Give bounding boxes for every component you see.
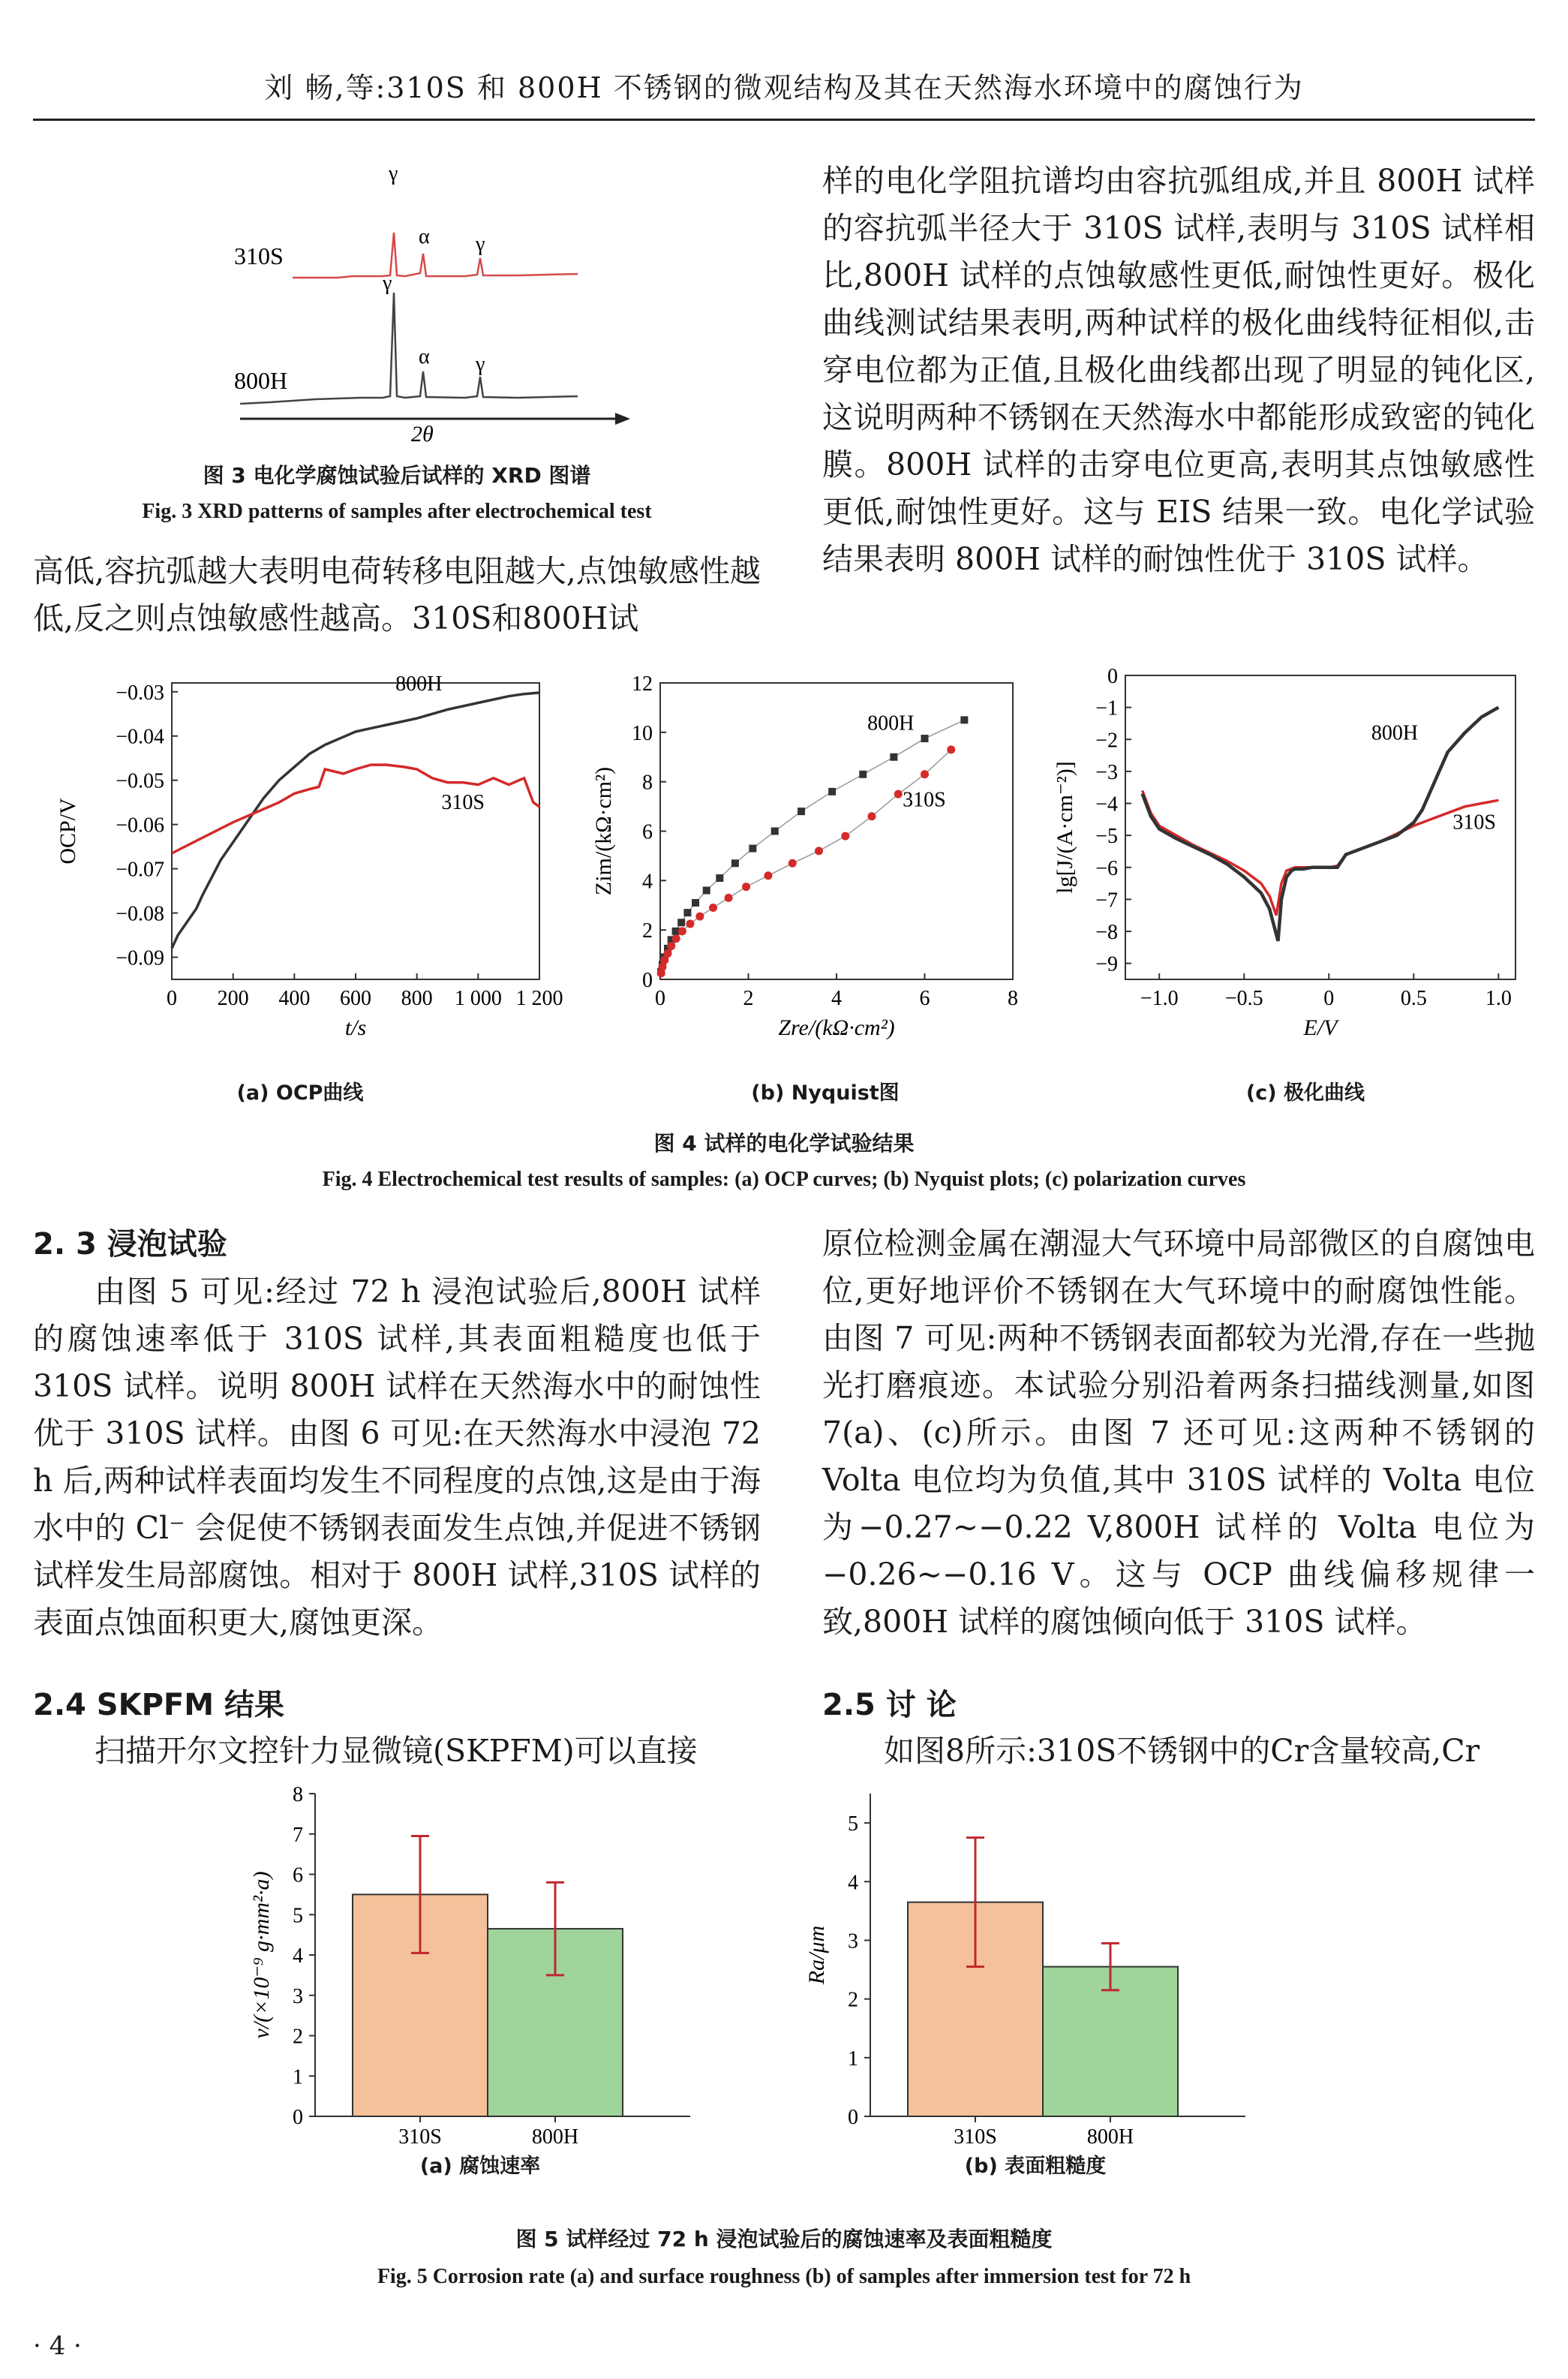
y-tick-label: −7 — [1095, 889, 1118, 913]
x-tick-label: 800H — [1086, 2125, 1134, 2149]
x-tick-label: 0 — [167, 987, 177, 1010]
x-tick-label: 600 — [340, 987, 371, 1010]
polarization-chart — [1047, 665, 1542, 1058]
polarization-legend-800H: 800H — [1371, 721, 1419, 745]
y-tick-label: −9 — [1095, 952, 1118, 976]
x-tick-label: 1.0 — [1485, 987, 1512, 1010]
plot-frame — [172, 683, 539, 979]
x-tick-label: 0 — [1323, 987, 1335, 1010]
x-tick-label: 0 — [655, 987, 665, 1010]
fig4-caption-en: Fig. 4 Electrochemical test results of samples: (a) OCP curves; (b) Nyquist plots; (c) polarization curves — [322, 1168, 1246, 1191]
x-tick-label: 400 — [278, 987, 311, 1010]
fig5-caption-cn: 图 5 试样经过 72 h 浸泡试验后的腐蚀速率及表面粗糙度 — [515, 2227, 1053, 2251]
nyquist-point-310S — [764, 871, 772, 880]
y-tick-label: −3 — [1095, 760, 1118, 784]
nyquist-point-310S — [709, 904, 717, 912]
plot-frame — [660, 683, 1013, 979]
y-tick-label: 2 — [293, 2025, 303, 2049]
y-tick-label: −0.04 — [116, 725, 164, 749]
fig5-sub-b: (b) 表面粗糙度 — [964, 2155, 1107, 2178]
y-tick-label: 8 — [293, 1783, 303, 1806]
page-number: · 4 · — [33, 2331, 82, 2361]
xrd-peak-label: α — [419, 225, 430, 248]
nyquist-point-800H — [677, 919, 685, 926]
fig4-sub-b: (b) Nyquist图 — [751, 1081, 900, 1105]
header-rule — [33, 119, 1535, 121]
section-2-4-paragraph: 扫描开尔文控针力显微镜(SKPFM)可以直接 — [95, 1733, 698, 1769]
fig4-sub-a: (a) OCP曲线 — [236, 1081, 364, 1105]
x-axis-label: Zre/(kΩ·cm²) — [778, 1015, 895, 1040]
fig5-caption-en: Fig. 5 Corrosion rate (a) and surface roughness (b) of samples after immersion test for 72 h — [377, 2265, 1191, 2288]
xrd-figure — [225, 158, 645, 447]
fig5-sub-a: (a) 腐蚀速率 — [419, 2155, 541, 2178]
y-tick-label: −8 — [1095, 921, 1118, 945]
x-axis-label: t/s — [344, 1015, 367, 1040]
nyquist-point-800H — [828, 788, 836, 796]
nyquist-point-310S — [841, 832, 849, 841]
x-tick-label: 6 — [919, 987, 930, 1010]
y-tick-label: 1 — [293, 2065, 303, 2089]
x-tick-label: 800 — [401, 987, 433, 1010]
section-2-5-heading: 2.5 讨 论 — [822, 1688, 957, 1722]
y-tick-label: −0.08 — [116, 902, 164, 926]
fig3-caption-cn: 图 3 电化学腐蚀试验后试样的 XRD 图谱 — [203, 463, 591, 488]
nyquist-point-310S — [725, 894, 733, 902]
nyquist-point-310S — [868, 812, 876, 820]
x-tick-label: 310S — [954, 2125, 997, 2149]
ocp-legend-800H: 800H — [395, 672, 443, 696]
x-tick-label: 1 200 — [515, 987, 563, 1010]
nyquist-point-310S — [921, 770, 929, 778]
nyquist-point-310S — [789, 859, 797, 868]
x-tick-label: 4 — [831, 987, 842, 1010]
y-tick-label: 1 — [848, 2047, 858, 2071]
y-tick-label: −0.05 — [116, 769, 164, 793]
nyquist-point-310S — [815, 847, 823, 855]
nyquist-chart — [585, 668, 1050, 1058]
nyquist-point-310S — [672, 934, 680, 943]
x-tick-label: 1 000 — [454, 987, 502, 1010]
x-tick-label: 8 — [1008, 987, 1018, 1010]
y-tick-label: −0.03 — [116, 681, 164, 705]
roughness-chart — [780, 1779, 1290, 2154]
fig3-caption-en: Fig. 3 XRD patterns of samples after electrochemical test — [142, 500, 652, 523]
x-tick-label: 800H — [531, 2125, 579, 2149]
y-tick-label: −5 — [1095, 825, 1118, 849]
y-axis-label: OCP/V — [56, 798, 80, 865]
y-tick-label: 0 — [848, 2106, 858, 2129]
nyquist-point-800H — [859, 771, 867, 778]
right-paragraph-2: 原位检测金属在潮湿大气环境中局部微区的自腐蚀电位,更好地评价不锈钢在大气环境中的耐腐蚀性能。由图 7 可见:两种不锈钢表面都较为光滑,存在一些抛光打磨痕迹。本试验分别沿着两条扫描线测量,如图 7(a)、(c)所示。由图 7 还可见:这两种不锈钢的 Volta 电位均为负值,其中 310S 试样的 Volta 电位为−0.27~−0.22 V,800H 试样的 Volta 电位为−0.26~−0.16 V。这与 OCP 曲线偏移规律一致,800H 试样的腐蚀倾向低于 310S 试样。 — [822, 1226, 1535, 1640]
y-tick-label: 4 — [293, 1944, 303, 1968]
xrd-label-310S: 310S — [234, 242, 284, 269]
section-2-5-paragraph: 如图8所示:310S不锈钢中的Cr含量较高,Cr — [884, 1733, 1480, 1769]
y-tick-label: −0.06 — [116, 814, 164, 838]
section-2-4-heading: 2.4 SKPFM 结果 — [33, 1688, 284, 1722]
y-tick-label: 4 — [848, 1871, 858, 1895]
x-tick-label: −1.0 — [1140, 987, 1179, 1010]
nyquist-point-800H — [683, 909, 691, 916]
left-paragraph-1: 高低,容抗弧越大表明电荷转移电阻越大,点蚀敏感性越低,反之则点蚀敏感性越高。310S和800H试 — [33, 553, 761, 636]
y-axis-label: lg[J/(A·cm⁻²)] — [1053, 761, 1077, 894]
y-tick-label: 0 — [642, 969, 653, 992]
xrd-peak-label: γ — [383, 272, 392, 295]
ocp-series-800H — [172, 693, 539, 949]
y-tick-label: 0 — [293, 2106, 303, 2129]
nyquist-point-800H — [798, 808, 805, 815]
nyquist-point-800H — [692, 899, 699, 907]
nyquist-point-800H — [703, 887, 710, 895]
nyquist-point-800H — [890, 753, 897, 761]
nyquist-point-310S — [742, 883, 750, 891]
y-tick-label: 2 — [848, 1988, 858, 2012]
fig4-caption-cn: 图 4 试样的电化学试验结果 — [653, 1131, 915, 1156]
fig4-sub-c: (c) 极化曲线 — [1245, 1081, 1365, 1105]
xrd-peak-label: γ — [476, 353, 485, 376]
y-tick-label: −0.09 — [116, 946, 164, 970]
nyquist-legend-800H: 800H — [867, 711, 915, 735]
y-tick-label: 6 — [642, 820, 653, 844]
xrd-800H-trace — [240, 293, 578, 404]
y-axis-label: v/(×10⁻⁹ g·mm²·a) — [249, 1871, 274, 2039]
polarization-legend-310S: 310S — [1452, 811, 1496, 835]
polarization-series-310S — [1143, 791, 1499, 916]
y-tick-label: −4 — [1095, 792, 1118, 817]
y-tick-label: 3 — [293, 1984, 303, 2008]
nyquist-point-800H — [921, 735, 929, 742]
xrd-310S-trace — [293, 233, 578, 278]
x-tick-label: −0.5 — [1224, 987, 1263, 1010]
xrd-peak-label: γ — [389, 162, 398, 185]
y-axis-label: Ra/μm — [804, 1925, 829, 1985]
x-tick-label: 2 — [743, 987, 754, 1010]
nyquist-point-310S — [663, 949, 671, 958]
xrd-label-800H: 800H — [234, 367, 288, 394]
y-tick-label: 12 — [632, 672, 653, 696]
xrd-peak-label: γ — [476, 233, 485, 256]
running-header: 刘 畅,等:310S 和 800H 不锈钢的微观结构及其在天然海水环境中的腐蚀行为 — [264, 71, 1304, 104]
y-tick-label: −6 — [1095, 856, 1118, 880]
section-2-3-heading: 2. 3 浸泡试验 — [33, 1227, 227, 1262]
y-tick-label: 3 — [848, 1929, 858, 1953]
y-tick-label: 0 — [1107, 665, 1118, 688]
nyquist-point-310S — [678, 927, 686, 935]
xrd-axis-arrow — [615, 413, 630, 425]
y-tick-label: −1 — [1095, 696, 1118, 720]
xrd-xlabel: 2θ — [411, 422, 434, 447]
y-axis-label: Zim/(kΩ·cm²) — [591, 766, 616, 896]
nyquist-point-310S — [686, 919, 694, 928]
nyquist-line-310S — [661, 750, 951, 973]
x-tick-label: 0.5 — [1400, 987, 1427, 1010]
nyquist-point-800H — [716, 874, 723, 882]
y-tick-label: 4 — [642, 870, 653, 894]
nyquist-legend-310S: 310S — [903, 788, 946, 812]
y-tick-label: 5 — [293, 1904, 303, 1928]
x-axis-label: E/V — [1303, 1015, 1338, 1040]
nyquist-point-800H — [771, 828, 779, 835]
nyquist-point-800H — [749, 845, 756, 853]
x-tick-label: 200 — [217, 987, 249, 1010]
y-tick-label: 5 — [848, 1812, 858, 1836]
right-paragraph-1: 样的电化学阻抗谱均由容抗弧组成,并且 800H 试样的容抗弧半径大于 310S 试样,表明与 310S 试样相比,800H 试样的点蚀敏感性更低,耐蚀性更好。极化曲线测试结果表明,两种试样的极化曲线特征相似,击穿电位都为正值,且极化曲线都出现了明显的钝化区,这说明两种不锈钢在天然海水中都能形成致密的钝化膜。800H 试样的击穿电位更高,表明其点蚀敏感性更低,耐蚀性更好。这与 EIS 结果一致。电化学试验结果表明 800H 试样的耐蚀性优于 310S 试样。 — [822, 163, 1535, 577]
section-2-3-paragraph: 由图 5 可见:经过 72 h 浸泡试验后,800H 试样的腐蚀速率低于 310S 试样,其表面粗糙度也低于 310S 试样。说明 800H 试样在天然海水中的耐蚀性优于 310S 试样。由图 6 可见:在天然海水中浸泡 72 h 后,两种试样表面均发生不同程度的点蚀,这是由于海水中的 Cl⁻ 会促使不锈钢表面发生点蚀,并促进不锈钢试样发生局部腐蚀。相对于 800H 试样,310S 试样的表面点蚀面积更大,腐蚀更深。 — [33, 1274, 761, 1641]
corrosion-rate-chart — [225, 1779, 735, 2154]
nyquist-point-310S — [947, 745, 955, 753]
nyquist-point-310S — [667, 942, 675, 950]
y-tick-label: 6 — [293, 1863, 303, 1887]
y-tick-label: 2 — [642, 919, 653, 943]
nyquist-line-800H — [661, 720, 964, 972]
nyquist-point-310S — [695, 913, 704, 921]
y-tick-label: −0.07 — [116, 858, 164, 882]
nyquist-point-800H — [960, 716, 968, 723]
y-tick-label: 8 — [642, 771, 653, 795]
y-tick-label: 7 — [293, 1823, 303, 1847]
ocp-chart — [33, 668, 563, 1058]
nyquist-point-310S — [894, 790, 903, 799]
polarization-series-800H — [1143, 708, 1499, 941]
xrd-peak-label: α — [419, 345, 430, 368]
ocp-legend-310S: 310S — [441, 791, 485, 815]
nyquist-point-800H — [731, 859, 739, 867]
x-tick-label: 310S — [398, 2125, 442, 2149]
y-tick-label: −2 — [1095, 729, 1118, 753]
y-tick-label: 10 — [632, 721, 653, 745]
